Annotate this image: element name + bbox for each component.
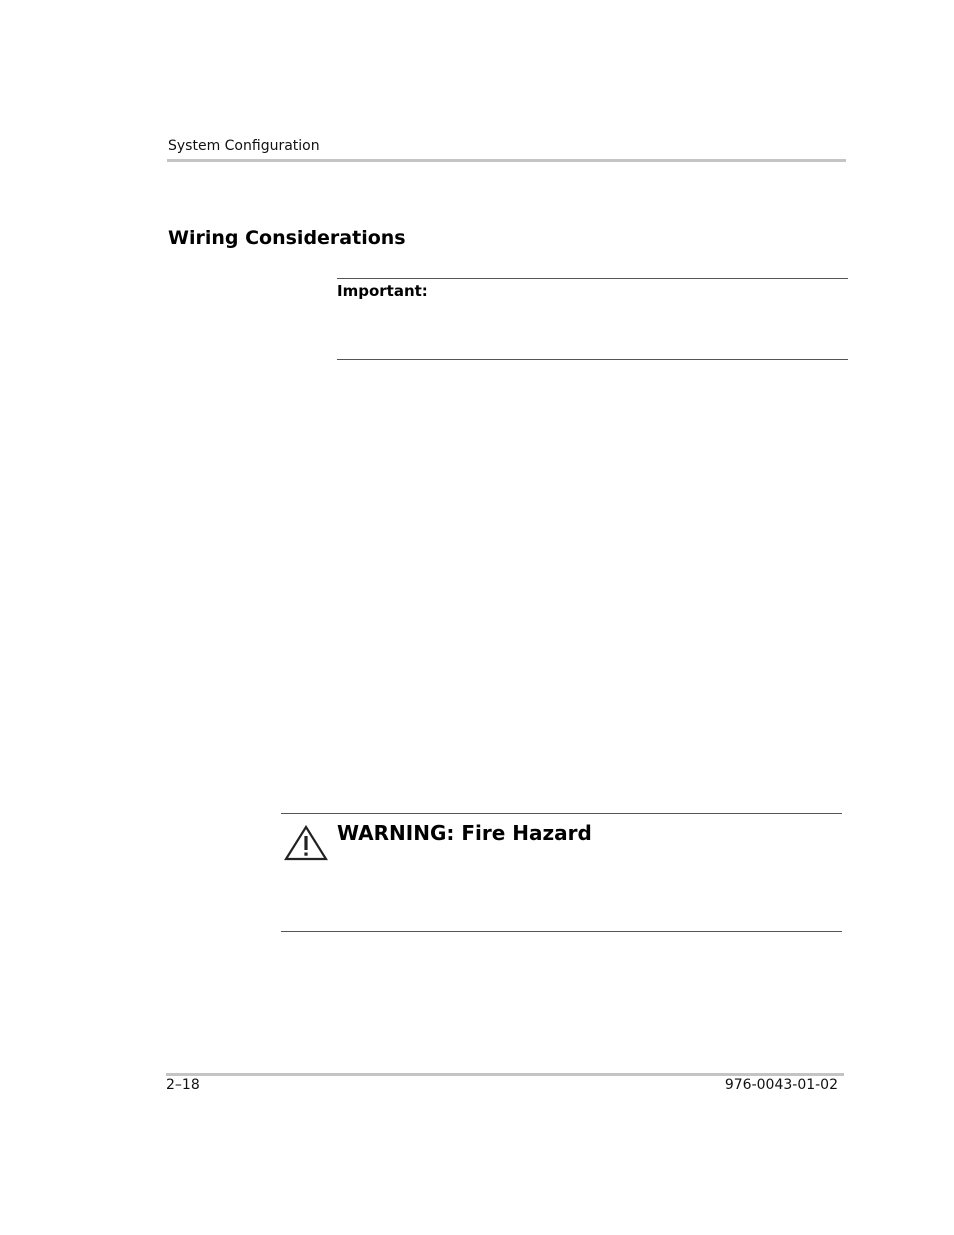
running-header: System Configuration	[168, 138, 320, 154]
important-label: Important:	[337, 282, 428, 300]
page-number: 2–18	[166, 1077, 200, 1093]
important-note	[337, 278, 848, 360]
header-rule	[167, 159, 846, 162]
warning-triangle-icon	[284, 825, 328, 861]
section-heading: Wiring Considerations	[168, 227, 406, 249]
warning-box	[281, 813, 842, 932]
warning-title: WARNING: Fire Hazard	[337, 821, 592, 845]
document-number: 976-0043-01-02	[724, 1077, 838, 1093]
